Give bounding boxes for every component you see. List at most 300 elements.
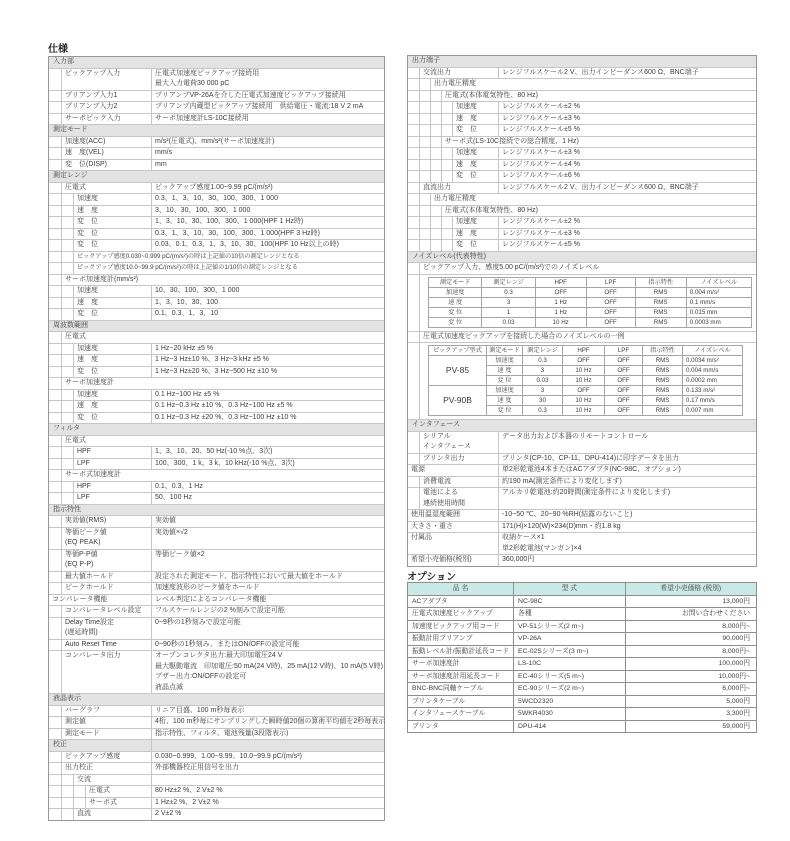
text-line: 単2形乾電池(マンガン)×4 [502,544,582,552]
spec-value: データ出力および本器のリモートコントロール [498,432,756,453]
indent-gutter [61,809,73,820]
pickup-model: PV-85 [429,356,487,386]
indent-gutter [61,493,73,504]
spec-value: プリンタ(CP-10、CP-11、DPU-414)に印字データを出力 [498,454,756,465]
indent-gutter [408,454,419,465]
indent-gutter [49,775,61,786]
table-cell: OFF [605,396,643,406]
spec-value: 0.030~0.999、1.00~9.99、10.0~99.9 pC/(m/s²) [151,752,384,763]
spec-label: Auto Reset Time [61,640,151,651]
indent-gutter [49,447,61,458]
indent-gutter [408,171,419,182]
indent-gutter [430,206,441,217]
indent-gutter [61,344,73,355]
indent-gutter [419,148,430,159]
option-cell: NC-98C [514,595,626,608]
indent-gutter [49,436,61,447]
column-header: HPF [563,346,605,356]
spec-label: 変 位 [73,229,151,240]
spec-value: レンジフルスケール±6 % [498,171,756,182]
spec-value: -10~50 ℃、20~90 %RH(結露のないこと) [498,510,756,521]
spec-label: 変 位(DISP) [61,160,151,171]
indent-gutter [408,217,419,228]
column-header: 測定レンジ [523,346,563,356]
spec-label: LPF [73,493,151,504]
spec-value: 2 V±2 % [151,809,384,820]
indent-gutter [408,102,419,113]
text-line: 液晶点滅 [155,683,183,691]
indent-gutter [49,706,61,717]
indent-gutter [49,809,61,820]
text-line: 等価P-P値 [65,550,98,558]
spec-row [49,550,384,572]
indent-gutter [430,229,441,240]
option-row [408,608,757,621]
spec-value: レンジフルスケール2 V、出力インピーダンス600 Ω、BNC端子 [498,183,756,194]
indent-gutter [408,148,419,159]
table-cell: RMS [635,317,686,327]
spec-value: 80 Hz±2 %、2 V±2 % [151,786,384,797]
pickup-model: PV-90B [429,386,487,416]
indent-gutter [419,217,430,228]
section-header: 出力端子 [408,56,756,68]
spec-value: 0.1、0.3、1、3、10 [151,309,384,320]
spec-row [408,263,756,275]
indent-gutter [408,206,419,217]
spec-value: レベル判定によるコンパレータ機能 [151,595,384,606]
noise-table2 [428,345,743,416]
indent-gutter [419,206,430,217]
indent-gutter [49,355,61,366]
table-row [429,386,743,396]
spec-row [49,332,384,344]
spec-value: 0.1 Hz~0.3 Hz ±20 %、0.3 Hz~100 Hz ±10 % [151,413,384,424]
spec-label: 速 度 [452,114,498,125]
table-cell: 0.007 mm [683,406,743,416]
indent-gutter [49,798,61,809]
spec-label: 速 度(VEL) [61,148,151,159]
indent-gutter [408,477,419,488]
table-cell: 変 位 [487,376,523,386]
indent-gutter [408,275,419,331]
indent-gutter [61,206,73,217]
indent-gutter [61,367,73,378]
section-header: 指示特性 [49,505,384,517]
option-row [408,645,757,658]
indent-gutter [49,263,61,274]
indent-gutter [430,102,441,113]
spec-value: 50、100 Hz [151,493,384,504]
indent-gutter [49,148,61,159]
indent-gutter [61,298,73,309]
spec-value: 実効値×√2 [151,528,384,549]
spec-value: レンジフルスケール±2 % [498,217,756,228]
text-line: 収納ケース×1 [502,534,545,541]
option-cell: VP-51シリーズ(2 m~) [514,620,626,633]
spec-label: 最大値ホールド [61,572,151,583]
option-cell: プリンタケーブル [408,695,514,708]
spec-label: 直流 [73,809,151,820]
spec-label: 消費電流 [419,477,498,488]
option-cell: 59,000円 [625,720,756,733]
spec-label: 加速度 [73,286,151,297]
indent-gutter [49,482,61,493]
text-line: シリアル [423,432,451,440]
indent-gutter [419,114,430,125]
indent-gutter [419,79,430,90]
indent-gutter [49,344,61,355]
spec-value: 1 Hz~3 Hz±10 %、3 Hz~3 kHz ±5 % [151,355,384,366]
spec-row [49,583,384,595]
table-cell: RMS [643,366,683,376]
spec-row [49,470,384,482]
range-note: ピックアップ感度0.030~0.999 pC/(m/s²)の時は上記値の10倍の測定レンジとなる [73,252,384,263]
indent-gutter [61,775,73,786]
table-cell: OFF [605,356,643,366]
indent-gutter [419,160,430,171]
indent-gutter [49,606,61,617]
indent-gutter [49,390,61,401]
spec-label: 変 位 [73,413,151,424]
spec-label: 速 度 [73,401,151,412]
spec-value: プリアンプ内蔵型ピックアップ接続用 供給電圧・電流:18 V 2 mA [151,102,384,113]
column-header: 測定モード [487,346,523,356]
table-cell: 変 位 [487,406,523,416]
table-cell: 0.133 m/s² [683,386,743,396]
indent-gutter [61,194,73,205]
spec-value: 10、30、100、300、1 000 [151,286,384,297]
table-cell: 1 [482,307,535,317]
spec-label: 加速度 [73,390,151,401]
indent-gutter [408,137,419,148]
indent-gutter [430,160,441,171]
table-cell: RMS [643,356,683,366]
indent-gutter [49,550,61,571]
indent-gutter [419,102,430,113]
indent-gutter [49,217,61,228]
spec-row [408,477,756,489]
spec-label: 速 度 [73,355,151,366]
spec-row [49,309,384,321]
option-cell: EC-40シリーズ(5 m~) [514,670,626,683]
table-header-row [408,583,757,596]
indent-gutter [441,160,452,171]
indent-gutter [419,240,430,251]
spec-label: LPF [73,459,151,470]
option-cell: サーボ加速度計用延長コード [408,670,514,683]
spec-row [408,229,756,241]
spec-label: 速 度 [73,206,151,217]
column-header: 測定モード [429,277,482,287]
text-line: 最大駆動電流 印加電圧:50 mA(24 V時)、25 mA(12 V時)、10 mA(5 V時) [155,662,383,670]
spec-value: 実効値 [151,516,384,527]
option-cell: 振動計用プリアンプ [408,633,514,646]
spec-row [49,355,384,367]
spec-label: ピークホールド [61,583,151,594]
column-header: 品 名 [408,583,514,596]
table-cell: 0.3 [523,406,563,416]
indent-gutter [49,493,61,504]
column-header: 指示特性 [635,277,686,287]
option-cell: 各種 [514,608,626,621]
spec-label: 加速度 [73,194,151,205]
text-line: ブザー出力:ON/OFFの設定可 [155,673,247,680]
subsection-label: ピックアップ入力、感度5.00 pC/(m/s²)でのノイズレベル [419,263,756,274]
option-cell: 10,000円~ [625,670,756,683]
indent-gutter [61,240,73,251]
option-row [408,708,757,721]
spec-row [408,171,756,183]
table-cell: 0.03 [482,317,535,327]
indent-gutter [49,572,61,583]
section-header: 入力部 [49,57,384,69]
spec-label: 大きさ・重さ [411,522,453,530]
spec-label: 加速度 [452,217,498,228]
table-cell: 0.0002 mm [683,376,743,386]
spec-value: 0~9秒の1秒刻みで設定可能 [151,618,384,639]
table-cell: 速 度 [487,396,523,406]
spec-row [49,706,384,718]
table-cell: 30 [523,396,563,406]
table-cell: RMS [635,287,686,297]
spec-label: ピックアップ入力 [61,69,151,90]
spec-row [49,809,384,820]
section-header: ノイズレベル(代表特性) [408,252,756,264]
spec-row [49,640,384,652]
spec-label: プリアンプ入力2 [61,102,151,113]
table-cell: 3 [482,297,535,307]
spec-row [49,763,384,775]
spec-row [49,401,384,413]
indent-gutter [430,125,441,136]
table-cell: RMS [643,386,683,396]
spec-label: 実効値(RMS) [61,516,151,527]
spec-value: 1、3、10、30、100、300、1 000(HPF 1 Hz時) [151,217,384,228]
indent-gutter [61,309,73,320]
option-cell: 5WKR4030 [514,708,626,721]
column-header: ノイズレベル [686,277,751,287]
indent-gutter [441,240,452,251]
spec-label: 加速度(ACC) [61,137,151,148]
spec-label: コンパレータレベル設定 [61,606,151,617]
table-cell: OFF [586,287,635,297]
table-cell: 10 Hz [563,396,605,406]
indent-gutter [49,309,61,320]
spec-label [61,528,151,549]
spec-row [49,148,384,160]
indent-gutter [49,69,61,90]
option-cell: 5,000円 [625,695,756,708]
indent-gutter [430,137,441,148]
spec-value: 等価ピーク値×2 [151,550,384,571]
spec-row [49,606,384,618]
text-line: 等価ピーク値 [65,528,107,536]
option-cell: DPU-414 [514,720,626,733]
indent-gutter [441,114,452,125]
indent-gutter [61,263,73,274]
spec-row [49,436,384,448]
spec-row [49,240,384,252]
spec-row [408,510,756,522]
indent-gutter [49,729,61,740]
text-line: 最大入力電荷30 000 pC [155,80,230,87]
spec-label: 測定モード [61,729,151,740]
spec-row [49,459,384,471]
table-cell: 3 [523,386,563,396]
spec-label: 交流 [73,775,151,786]
option-cell: 圧電式加速度ピックアップ [408,608,514,621]
indent-gutter [49,91,61,102]
spec-value: 171(H)×120(W)×234(D)mm・約1.8 kg [498,522,756,533]
option-cell: 8,000円~ [625,620,756,633]
spec-row [408,533,756,555]
spec-label: 付属品 [411,534,432,541]
spec-value: レンジフルスケール±5 % [498,240,756,251]
indent-gutter [408,68,419,79]
spec-value: 0.1、0.3、1 Hz [151,482,384,493]
spec-row [49,413,384,425]
indent-gutter [49,378,61,389]
spec-value: レンジフルスケール±3 % [498,229,756,240]
table-row [429,356,743,366]
indent-gutter [430,240,441,251]
spec-value: リニア目盛、100 m秒毎表示 [151,706,384,717]
table-cell: 速 度 [429,297,482,307]
subsection-label: 出力電圧精度 [430,79,756,90]
spec-row [408,332,756,344]
indent-gutter [430,171,441,182]
indent-gutter [49,516,61,527]
spec-value [151,651,386,693]
option-cell: プリンタ [408,720,514,733]
spec-label: 圧電式 [61,183,151,194]
spec-value: 指示特性、フィルタ、電池残量(3段階表示) [151,729,384,740]
spec-row [408,432,756,454]
table-cell: 0.004 m/s² [686,287,751,297]
spec-row [49,160,384,172]
spec-row [49,298,384,310]
column-header: LPF [586,277,635,287]
spec-row [408,137,756,149]
indent-gutter [61,401,73,412]
option-cell: 13,000円 [625,595,756,608]
spec-label: 出力校正 [61,763,151,774]
table-cell: 0.3 [523,356,563,366]
spec-row [408,79,756,91]
spec-row [408,206,756,218]
option-cell: 加速度ピックアップ用コード [408,620,514,633]
indent-gutter [408,194,419,205]
table-cell: 0.17 mm/s [683,396,743,406]
indent-gutter [61,798,73,809]
spec-label: 加速度 [452,102,498,113]
spec-value: 0.3、1、3、10、30、100、300、1 000(HPF 3 Hz時) [151,229,384,240]
spec-label [419,432,498,453]
spec-row [49,775,384,787]
spec-row [49,229,384,241]
option-cell: インタフェースケーブル [408,708,514,721]
indent-gutter [430,91,441,102]
noise-table1 [428,277,752,328]
spec-label: バーグラフ [61,706,151,717]
text-line: オープンコレクタ出力:最大印加電圧24 V [155,652,283,659]
spec-label: 直流出力 [419,183,498,194]
spec-value: ピックアップ感度1.00~9.99 pC/(m/s²) [151,183,384,194]
table-cell: RMS [635,307,686,317]
table-cell: 0.3 [482,287,535,297]
table-row [429,317,752,327]
spec-row [49,572,384,584]
option-cell: EC-90シリーズ(2 m~) [514,683,626,696]
spec-value: 約190 mA(測定条件により変化します) [498,477,756,488]
table-cell: OFF [586,307,635,317]
table-cell: 変 位 [429,307,482,317]
indent-gutter [49,401,61,412]
spec-row [408,148,756,160]
range-note: ピックアップ感度10.0~99.9 pC/(m/s²)の時は上記値の1/10倍の測定レンジとなる [73,263,384,274]
spec-value [498,533,756,554]
spec-row [49,69,384,91]
section-header [49,740,384,752]
spec-row [49,595,384,607]
spec-row [49,286,384,298]
indent-gutter [419,137,430,148]
spec-value: 0.1 Hz~0.3 Hz ±10 %、0.3 Hz~100 Hz ±5 % [151,401,384,412]
inner-table-wrap [419,275,756,331]
indent-gutter [73,798,85,809]
table-cell: 10 Hz [563,376,605,386]
column-header: ノイズレベル [683,346,743,356]
indent-gutter [419,125,430,136]
spec-label [419,488,498,509]
table-header-row [429,346,743,356]
indent-gutter [430,148,441,159]
spec-row [49,137,384,149]
spec-label: 圧電式 [85,786,151,797]
option-cell: ACアダプタ [408,595,514,608]
option-row [408,620,757,633]
spec-value: 外部機器校正用信号を出力 [151,763,384,774]
spec-label: 測定値 [61,717,151,728]
spec-table-right [407,55,757,567]
option-cell: 6,000円~ [625,683,756,696]
option-row [408,658,757,671]
spec-label: 加速度 [73,344,151,355]
option-row [408,683,757,696]
indent-gutter [61,390,73,401]
spec-label [61,618,151,639]
section-header: インタフェース [408,420,756,432]
table-cell: 変 位 [429,317,482,327]
section-header: 周波数範囲 [49,321,384,333]
indent-gutter [61,482,73,493]
spec-label: コンパレータ出力 [61,651,151,693]
spec-value: 1 Hz~20 kHz ±5 % [151,344,384,355]
indent-gutter [408,343,419,419]
table-cell: OFF [605,376,643,386]
spec-label: 変 位 [452,125,498,136]
spec-value: レンジフルスケール2 V、出力インピーダンス600 Ω、BNC端子 [498,68,756,79]
indent-gutter [49,183,61,194]
table-cell: OFF [586,297,635,307]
indent-gutter [408,125,419,136]
option-title: オプション [407,572,457,583]
table-cell: 1 Hz [535,307,586,317]
spec-value: レンジフルスケール±3 % [498,114,756,125]
indent-gutter [49,286,61,297]
spec-row [408,465,756,477]
option-table [407,582,757,733]
